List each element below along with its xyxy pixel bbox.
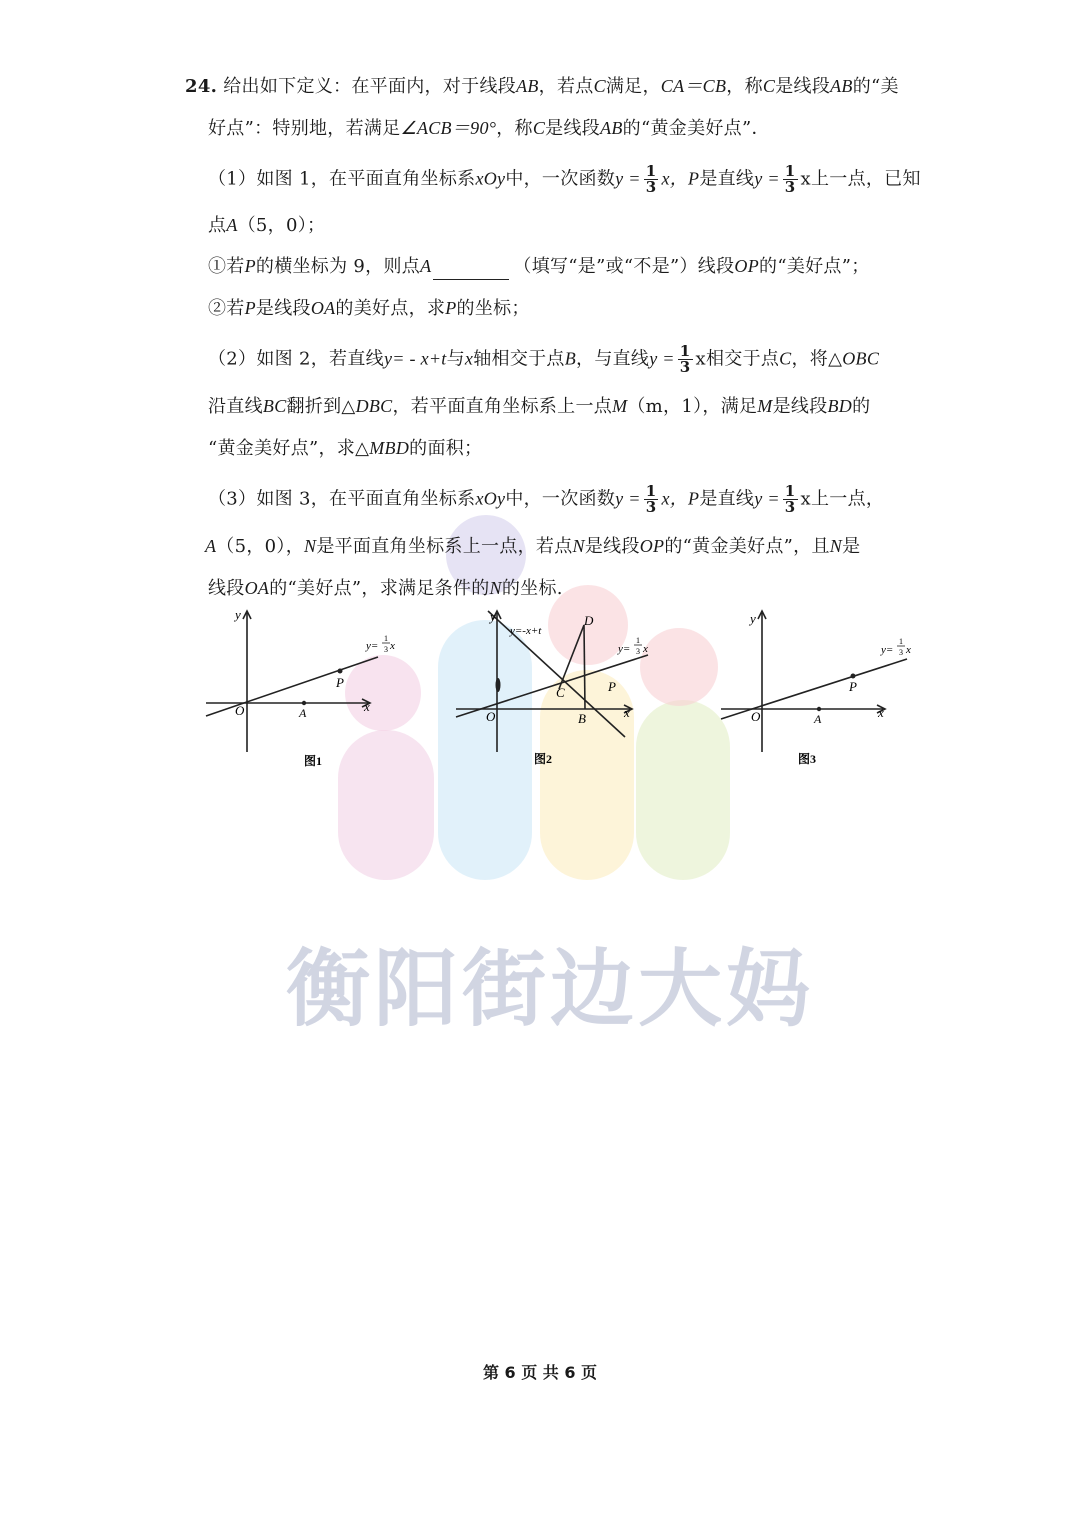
fraction-one-third-3: $\frac{1}{3}$ (679, 342, 691, 376)
fig2-label-x: x (624, 705, 630, 720)
part1-q1: ①若P的横坐标为 9，则点A （填写“是”或“不是”）线段OP的“美好点”； (208, 253, 870, 280)
fig2-label-y: y (490, 609, 496, 624)
fig3-label-O: O (751, 709, 761, 724)
fig3-line-label-x: x (906, 644, 911, 656)
fig1-label-y: y (235, 607, 241, 622)
fraction-one-third-4: $\frac{1}{3}$ (645, 482, 657, 516)
part3-line-3: 线段OA的“美好点”，求满足条件的N的坐标. (208, 578, 563, 599)
fig2-segment-DB (584, 625, 585, 709)
fig2-label-D: D (584, 613, 594, 628)
fig1-point-A (302, 701, 306, 705)
part2-line-2: 沿直线BC翻折到△DBC，若平面直角坐标系上一点M（m，1），满足M是线段BD的 (208, 396, 871, 417)
figure-3 (715, 605, 920, 775)
part2-line-1: （2）如图 2，若直线y= - x+t与x轴相交于点B，与直线y = $\frac{1}{3}$ x相交于点C，将△OBC (208, 342, 880, 376)
fig2-caption: 图2 (534, 752, 553, 766)
figure-2 (450, 605, 660, 775)
fraction-one-third: $\frac{1}{3}$ (645, 162, 657, 196)
fig2-frac-den: 3 (636, 647, 640, 656)
part3-line-1: （3）如图 3，在平面直角坐标系xOy中，一次函数y = $\frac{1}{3}$ x，P是直线y = $\frac{1}{3}$ x上一点， (208, 482, 885, 516)
part1-q2: ②若P是线段OA的美好点，求P的坐标； (208, 298, 530, 319)
fig2-label-B: B (578, 711, 586, 726)
watermark-text: 衡阳街边大妈 (285, 940, 814, 1038)
fig2-line-one-third (456, 655, 648, 717)
fig1-label-A: A (299, 706, 307, 720)
part1-line-1: （1）如图 1，在平面直角坐标系xOy中，一次函数y = $\frac{1}{3}$ x，P是直线y = $\frac{1}{3}$ x上一点，已知 (208, 162, 921, 196)
fig1-label-O: O (235, 703, 245, 718)
fig1-label-x: x (364, 699, 370, 714)
fig3-line-label: y= (881, 644, 894, 656)
fig2-label-P: P (608, 679, 616, 694)
fig3-label-x: x (878, 705, 884, 720)
fig1-line-label-x: x (390, 640, 395, 652)
part2-line-3: “黄金美好点”，求△MBD的面积； (208, 438, 483, 459)
fig1-line-label: y= (366, 640, 379, 652)
fig3-frac-den: 3 (899, 648, 903, 657)
fig1-frac-den: 3 (384, 645, 388, 654)
fig1-label-P: P (336, 675, 344, 690)
fig1-point-P (338, 669, 343, 674)
part1-line-2: 点A（5，0）； (208, 215, 326, 236)
fig3-frac-num: 1 (899, 637, 903, 646)
problem-line-1: 24. 给出如下定义：在平面内，对于线段AB，若点C满足，CA＝CB，称C是线段AB的“美 (185, 76, 899, 97)
fig2-point-mark (496, 678, 501, 692)
fig2-line2-label-x: x (643, 643, 648, 655)
fig2-line1-label: y=-x+t (510, 625, 542, 637)
fig3-caption: 图3 (798, 752, 817, 766)
fig3-label-A: A (814, 712, 822, 726)
fig2-line-neg (488, 611, 625, 737)
part3-line-2: A（5，0），N是平面直角坐标系上一点，若点N是线段OP的“黄金美好点”，且N是 (205, 536, 861, 557)
figure-1 (200, 605, 395, 775)
problem-line-2: 好点”：特别地，若满足∠ACB＝90°，称C是线段AB的“黄金美好点”． (208, 118, 770, 139)
fig3-label-y: y (750, 611, 756, 626)
fig2-label-C: C (556, 685, 565, 700)
fig3-label-P: P (849, 679, 857, 694)
fig2-line2-label: y= (618, 643, 631, 655)
fraction-one-third-5: $\frac{1}{3}$ (784, 482, 796, 516)
fig3-point-P (851, 674, 856, 679)
fig2-label-O: O (486, 709, 496, 724)
fig1-caption: 图1 (304, 754, 323, 768)
fig3-point-A (817, 707, 821, 711)
answer-blank[interactable] (433, 261, 509, 280)
fig2-frac-num: 1 (636, 636, 640, 645)
fraction-one-third-2: $\frac{1}{3}$ (784, 162, 796, 196)
fig1-line (206, 657, 378, 716)
fig1-frac-num: 1 (384, 634, 388, 643)
page-footer: 第 6 页 共 6 页 (482, 1363, 598, 1382)
problem-number: 24. (185, 76, 218, 97)
